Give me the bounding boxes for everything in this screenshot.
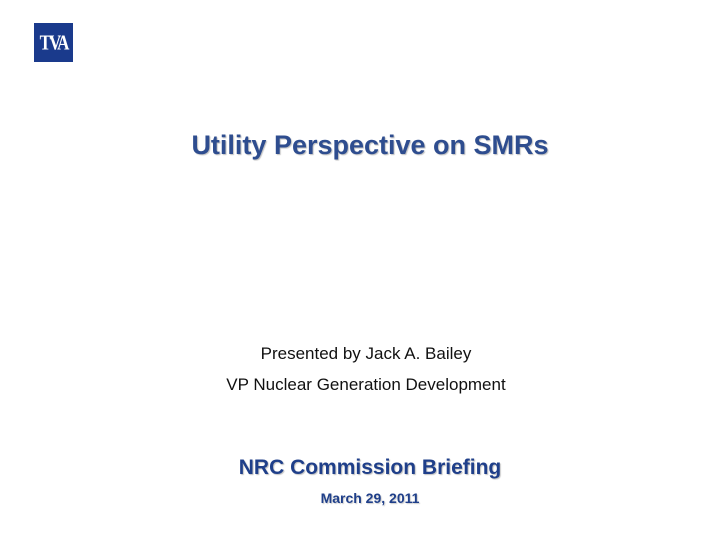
slide-title: Utility Perspective on SMRs: [191, 130, 549, 160]
tva-logo-text: TVA: [39, 30, 68, 54]
event-name: NRC Commission Briefing: [238, 456, 502, 479]
presenter-role: VP Nuclear Generation Development: [226, 375, 506, 394]
event-date: March 29, 2011: [320, 490, 420, 506]
presenter-line: Presented by Jack A. Bailey: [260, 344, 472, 363]
tva-logo: [34, 23, 73, 62]
